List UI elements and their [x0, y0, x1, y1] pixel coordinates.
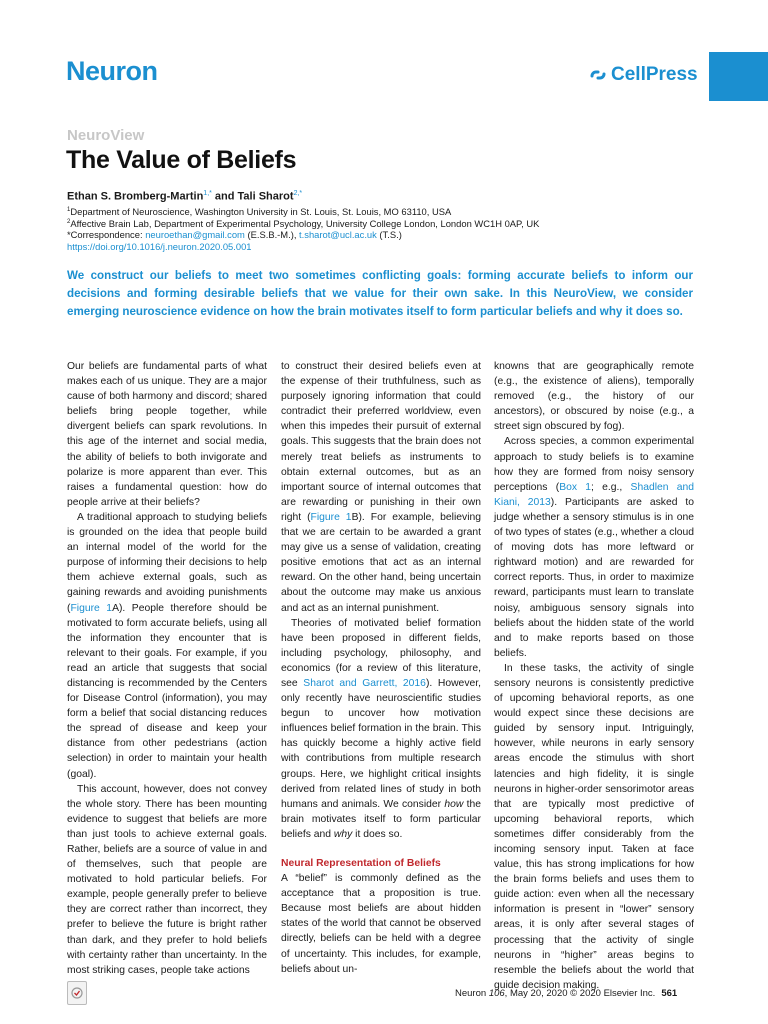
page-footer: [455, 988, 677, 999]
section-heading: Neural Representation of Beliefs: [281, 858, 441, 869]
author-1[interactable]: Ethan S. Bromberg-Martin: [67, 190, 204, 203]
check-for-updates-icon[interactable]: [67, 981, 87, 1005]
col3-p2-text-c: ). Participants are asked to judge whether a sensory stimulus is in one of two types of states (e.g., whether a cloud of moving dots has more leftward or rightward motion) and are rewarded for correct reports. Thus, in order to maximize reward, participants must learn to translate noisy, ambiguous sensory signals into beliefs about the hidden state of the world and to make reports based on those beliefs.: [494, 496, 694, 659]
correspondence-end: (T.S.): [376, 229, 402, 240]
header-accent-bar: [709, 52, 768, 101]
correspondence: [67, 229, 402, 241]
col1-paragraph-2: [67, 510, 267, 782]
section-label: NeuroView: [67, 127, 145, 144]
column-1: [67, 359, 267, 978]
affiliation-1-sup: 1: [67, 207, 71, 213]
cellpress-logo-icon: [588, 65, 608, 85]
journal-name: Neuron: [66, 56, 158, 86]
footer-journal: Neuron: [455, 988, 489, 999]
figure-1b-link[interactable]: Figure 1: [310, 511, 352, 523]
affiliation-2-sup: 2: [67, 219, 71, 225]
affiliation-1: [67, 205, 451, 218]
col3-paragraph-2: [494, 434, 694, 660]
col3-p2-text-b: ; e.g.,: [591, 481, 631, 493]
publisher-logo: [588, 64, 698, 86]
col2-p1-text-a: to construct their desired beliefs even at the expense of their truthfulness, such as purposely ignoring information that could contradict their preferred worldview, even when this impedes their pursuit of external goals. This suggests that the brain does not merely treat beliefs as instruments to obtain external outcomes, but as an important source of internal outcomes that are rewarding or punishing in their own right (: [281, 361, 481, 523]
correspondence-label: *Correspondence:: [67, 229, 146, 240]
box-1-link[interactable]: Box 1: [559, 481, 592, 493]
col3-paragraph-3: In these tasks, the activity of single sensory neurons is consistently predictive of upcoming behavioral reports, as one would expect since these decisions are guided by sensory input. Intriguingly, however, while neurons in early sensory areas encode the stimulus with short latencies and high fidelity, it is single neurons in higher-order sensorimotor areas that are typically most predictive of upcoming behavioral reports, which sometimes differ considerably from the incoming sensory input. Taken at face value, this has strong implications for how the brain forms beliefs and uses them to guide action: even when all the necessary information is present in “lower” sensory areas, it is only after several stages of processing that the activity of single neurons in “higher” areas begins to resemble the beliefs about the world that guide decision making.: [494, 662, 694, 991]
abstract: We construct our beliefs to meet two sometimes conflicting goals: forming accurate beliefs to inform our decisions and forming desirable beliefs that we value for their own sake. In this NeuroView, we consider emerging neuroscience evidence on how the brain motivates itself to form particular beliefs and why it does so.: [67, 269, 693, 318]
affiliation-2-text: Affective Brain Lab, Department of Experimental Psychology, University College London, London WC1H 0AP, UK: [70, 218, 540, 230]
correspondence-mid: (E.S.B.-M.),: [244, 229, 300, 240]
column-3: [494, 359, 694, 993]
col2-p2-emphasis-why: why: [333, 828, 353, 840]
affiliation-1-text: Department of Neuroscience, Washington University in St. Louis, St. Louis, MO 63110, USA: [70, 206, 452, 218]
figure-1-link[interactable]: Figure 1: [70, 602, 113, 614]
author-and: and: [211, 190, 238, 203]
affiliation-2: [67, 217, 539, 230]
col3-paragraph-1: knowns that are geographically remote (e.g., the existence of aliens), temporally removed (e.g., the history of our ancestors), or obscured by noise (e.g., a street sign obscured by fog).: [494, 361, 694, 433]
author-line: [67, 190, 302, 203]
shadlen-kiani-ref-link[interactable]: Shadlen and Kiani, 2013: [494, 481, 695, 508]
author-2-sup: 2,*: [293, 190, 303, 197]
col1-p2-text-b: A). People therefore should be motivated to form accurate beliefs, using all the information they encounter that is relevant to their goals. For example, if you read an article that suggests that social distancing is recommended by the Centers for Disease Control (information), you may form a belief that social distancing reduces the spread of disease and keep your distance from other pedestrians (action selection) in order to maintain your health (goal).: [67, 602, 267, 780]
sharot-garrett-ref-link[interactable]: Sharot and Garrett, 2016: [303, 677, 426, 689]
col2-p2-text-c: the brain motivates itself to form particular beliefs and: [281, 798, 481, 840]
email-link-1[interactable]: neuroethan@gmail.com: [145, 229, 245, 240]
col1-paragraph-1: Our beliefs are fundamental parts of what makes each of us unique. They are a major cause of both harmony and discord; shared beliefs bring people together, while divergent beliefs can spark revolutions. In this age of the internet and social media, the ability of beliefs to both invigorate and polarize is more apparent than ever. This raises a fundamental question: how do people arrive at their beliefs?: [67, 361, 267, 508]
article-title: The Value of Beliefs: [66, 146, 297, 174]
col2-p1-text-b: B). For example, believing that we are certain to be awarded a grant may give us a sense of validation, creating positive emotions that act as an internal reward. On the other hand, being uncertain about the outcome may make us anxious and act as an internal punishment.: [281, 511, 481, 614]
page-number: 561: [661, 988, 678, 999]
update-badge-icon: [71, 987, 83, 999]
footer-volume: 106: [488, 988, 505, 999]
col2-paragraph-2: [281, 616, 481, 842]
doi-link[interactable]: https://doi.org/10.1016/j.neuron.2020.05.001: [67, 241, 252, 252]
author-2[interactable]: Tali Sharot: [237, 190, 294, 203]
col2-paragraph-3: A “belief” is commonly defined as the acceptance that a proposition is true. Because most beliefs are about hidden states of the world that cannot be observed directly, beliefs can be held with a degree of uncertainty. This includes, for example, beliefs about un-: [281, 873, 481, 975]
col2-p2-text-a: Theories of motivated belief formation have been proposed in different fields, including psychology, philosophy, and economics (for a review of this literature, see: [281, 617, 481, 689]
column-2: [281, 359, 481, 977]
col2-p2-text-b: ). However, only recently have neuroscientific studies begun to uncover how motivation influences belief formation in the brain. This has quickly become a highly active field with contributions from multiple research groups. Here, we highlight critical insights derived from related lines of study in both humans and animals. We consider: [281, 677, 481, 810]
author-1-sup: 1,*: [203, 190, 212, 197]
col2-paragraph-1: [281, 359, 481, 616]
col3-p2-text-a: Across species, a common experimental approach to study beliefs is to examine how they are formed from noisy sensory perceptions (: [494, 436, 694, 493]
publisher-name: CellPress: [611, 64, 698, 85]
col2-p2-text-d: it does so.: [352, 828, 403, 840]
footer-date-copyright: , May 20, 2020 © 2020 Elsevier Inc.: [504, 988, 656, 999]
email-link-2[interactable]: t.sharot@ucl.ac.uk: [299, 229, 377, 240]
col1-p2-text-a: A traditional approach to studying beliefs is grounded on the idea that people build an internal model of the world for the purpose of informing their decisions to help them achieve external goals, such as gaining rewards and avoiding punishments (: [67, 511, 267, 614]
col1-paragraph-3: This account, however, does not convey the whole story. There has been mounting evidence to suggest that beliefs are more than just tools to achieve external goals. Rather, beliefs are a source of value in and of themselves, such that people are motivated to hold particular beliefs. For example, people generally prefer to believe they are correct rather than incorrect, they prefer to believe the future is bright rather than dark, and they prefer to hold beliefs with certainty rather than uncertainty. In the most striking cases, people take actions: [67, 783, 267, 976]
col2-p2-emphasis-how: how: [444, 798, 464, 810]
